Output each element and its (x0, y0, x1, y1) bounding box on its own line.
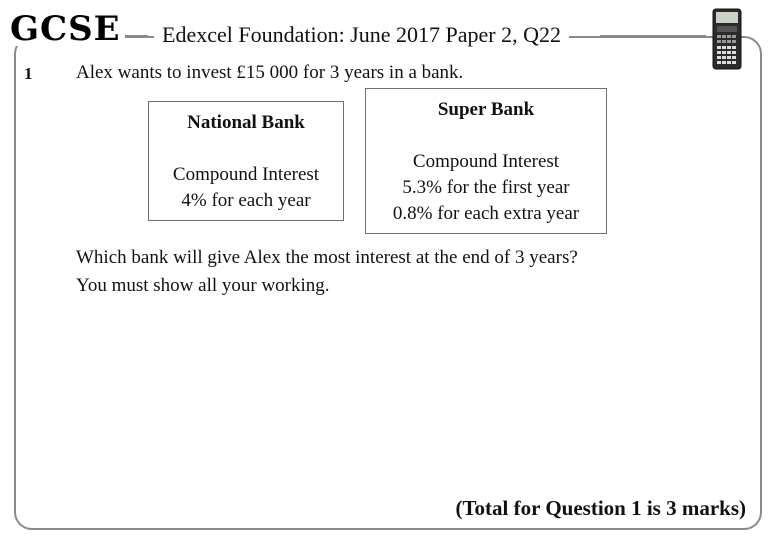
national-bank-name: National Bank (187, 112, 305, 133)
question-number: 1 (24, 64, 33, 83)
prompt-line: You must show all your working. (76, 275, 330, 296)
national-bank-box (148, 101, 344, 221)
super-bank-line: 5.3% for the first year (402, 177, 570, 198)
super-bank-name: Super Bank (437, 99, 535, 120)
calculator-icon (712, 8, 742, 70)
prompt-line: Which bank will give Alex the most interest at the end of 3 years? (76, 247, 578, 268)
question-text: Alex wants to invest £15 000 for 3 years in a bank. (76, 62, 464, 83)
paper-title: Edexcel Foundation: June 2017 Paper 2, Q22 (154, 22, 569, 48)
header-rule-right (600, 35, 706, 37)
super-bank-line: Compound Interest (412, 151, 560, 172)
gcse-logo: GCSE (10, 12, 125, 46)
super-bank-line: 0.8% for each extra year (392, 203, 580, 224)
national-bank-line: Compound Interest (172, 164, 320, 185)
total-marks: (Total for Question 1 is 3 marks) (455, 496, 746, 520)
super-bank-box (365, 88, 607, 234)
national-bank-line: 4% for each year (181, 190, 311, 211)
question-prompt (76, 244, 578, 300)
